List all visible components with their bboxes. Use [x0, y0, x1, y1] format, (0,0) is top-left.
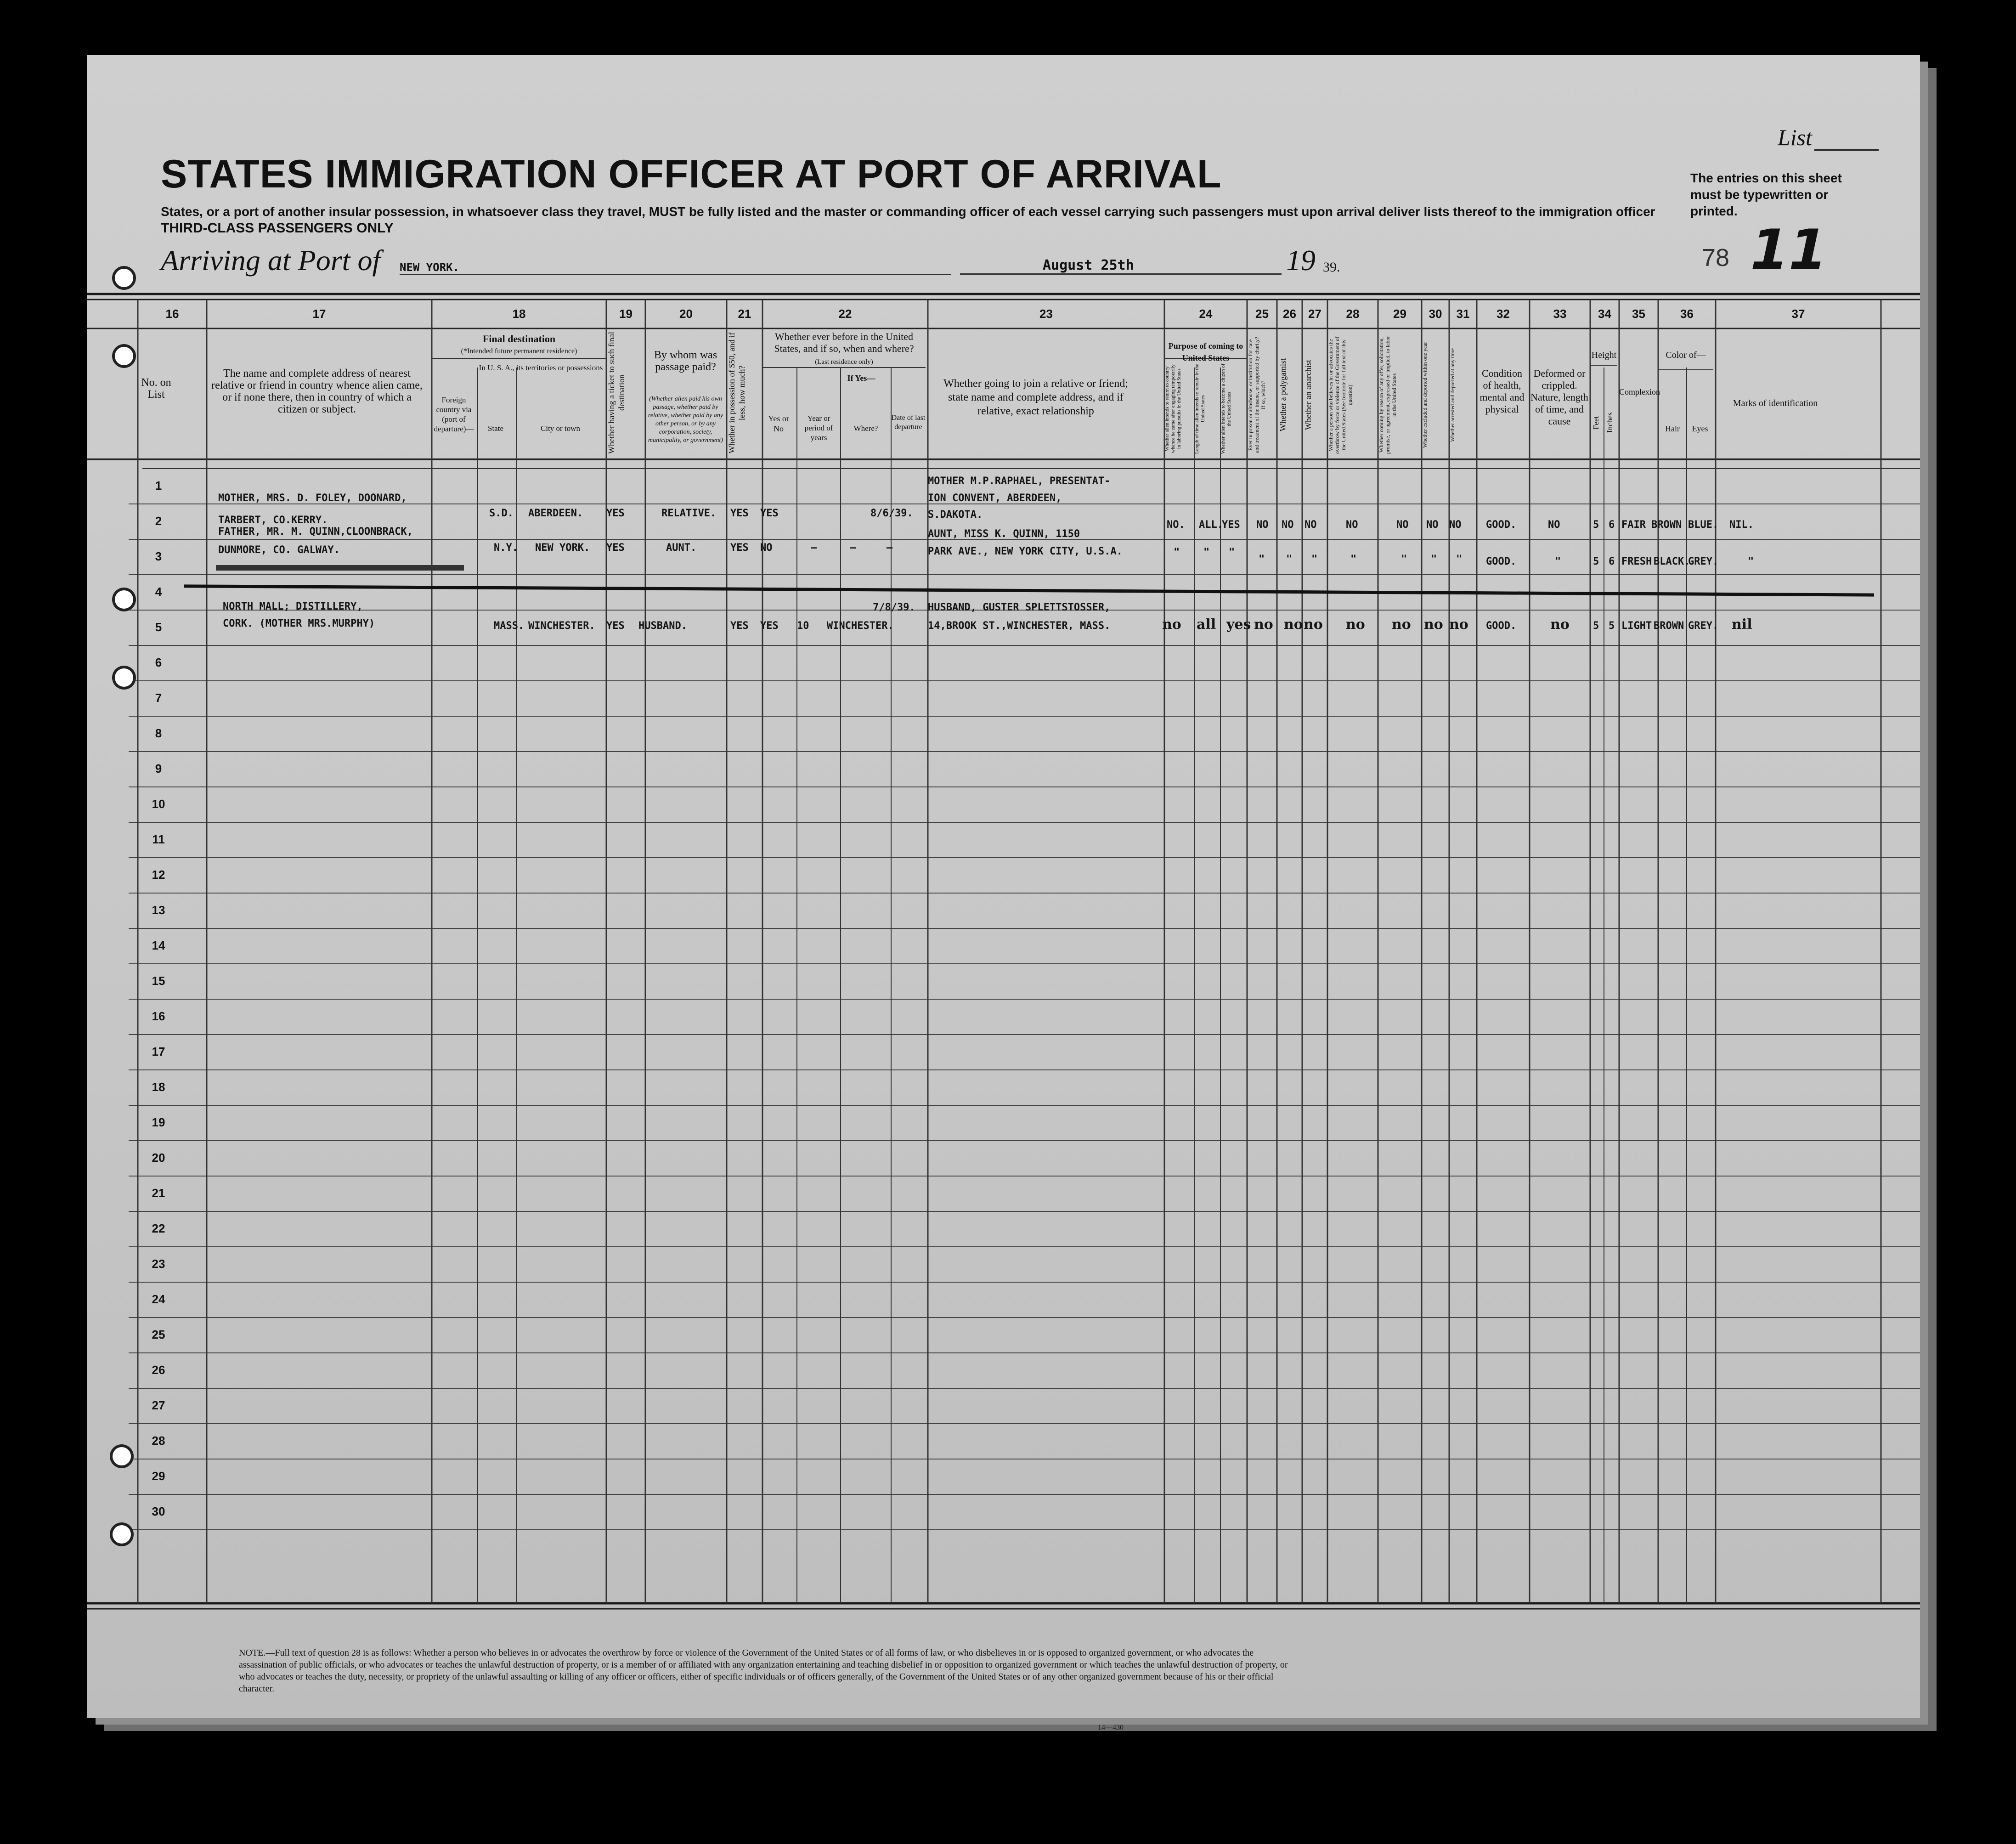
column-number: 25	[1255, 307, 1269, 321]
row4-deformed: no	[1550, 617, 1570, 633]
row2-ditto-return: "	[1174, 547, 1180, 558]
row-number: 25	[152, 1328, 165, 1341]
col-header-color-of: Color of—	[1666, 350, 1706, 360]
row-number: 3	[155, 549, 162, 563]
row2-ditto-deformed: "	[1555, 556, 1561, 567]
page-title: STATES IMMIGRATION OFFICER AT PORT OF ARRIVAL	[161, 152, 1222, 196]
col-header-length-of-stay: Length of time alien intends to remain in the United States	[1194, 363, 1206, 454]
row-number: 21	[152, 1186, 165, 1200]
col-header-marks: Marks of identification	[1733, 398, 1818, 408]
row1-length: ALL.	[1199, 519, 1223, 531]
column-number: 26	[1283, 307, 1296, 321]
row1-join-line3: S.DAKOTA.	[928, 509, 983, 520]
row-number: 15	[152, 974, 165, 988]
row-number: 14	[152, 939, 165, 952]
column-number: 21	[738, 307, 751, 321]
list-number-stamp: 78	[1702, 244, 1730, 272]
col-header-overthrow: Whether a person who believes in or advocates the overthrow by force or violence of the Government of the United States (See footnote for full text of this question)	[1327, 336, 1353, 454]
binder-hole	[113, 1447, 131, 1465]
row2-date-dash: –	[887, 542, 893, 554]
row4-prison: no	[1254, 617, 1273, 633]
col-header-complexion: Complexion	[1619, 387, 1660, 396]
row2-money: YES	[730, 542, 749, 554]
row4-return: no	[1162, 617, 1181, 633]
row4-where: WINCHESTER.	[827, 620, 894, 632]
row1-marks: NIL.	[1729, 519, 1754, 531]
row2-where-dash: –	[850, 542, 856, 554]
row4-citizen: yes	[1226, 617, 1251, 633]
column-number: 37	[1791, 307, 1805, 321]
row4-length: all	[1197, 617, 1216, 633]
row1-passage-paid: RELATIVE.	[661, 508, 717, 519]
col-header-in-usa: In U. S. A., its territories or possessions	[479, 363, 603, 372]
row1-deformed: NO	[1548, 519, 1560, 531]
row1-join-line2: ION CONVENT, ABERDEEN,	[928, 492, 1062, 504]
row1-before: YES	[760, 508, 779, 519]
row4-arrested: no	[1449, 617, 1468, 633]
row2-health: GOOD.	[1486, 556, 1517, 567]
row4-ticket: YES	[606, 620, 625, 632]
col-header-passage-paid: By whom was passage paid?	[654, 349, 717, 373]
row-number: 1	[155, 479, 162, 492]
row2-hair: BLACK.	[1654, 556, 1690, 567]
col-header-state: State	[488, 424, 503, 433]
row1-overthrow: NO	[1346, 519, 1358, 531]
col-header-city: City or town	[541, 424, 580, 433]
row2-relative-line2: DUNMORE, CO. GALWAY.	[218, 544, 340, 556]
row-number: 22	[152, 1222, 165, 1235]
row1-excluded: NO	[1426, 519, 1439, 531]
column-number: 36	[1680, 307, 1694, 321]
col-header-final-destination-sub: (*Intended future permanent residence)	[461, 347, 577, 355]
row-number: 26	[152, 1363, 165, 1377]
row4-passage-paid: HUSBAND.	[638, 620, 687, 632]
row4-relative-line2: CORK. (MOTHER MRS.MURPHY)	[223, 618, 375, 629]
row1-labor: NO	[1396, 519, 1409, 531]
row2-relative-line1: FATHER, MR. M. QUINN,CLOONBRACK,	[218, 526, 413, 537]
col-header-eyes: Eyes	[1692, 424, 1708, 433]
col-header-money: Whether in possession of $50, and if less, how much?	[727, 332, 746, 453]
column-number: 29	[1393, 307, 1406, 321]
col-header-excluded: Whether excluded and deported within one year	[1422, 342, 1428, 448]
row-number: 30	[152, 1505, 165, 1518]
row1-money: YES	[730, 508, 749, 519]
row2-passage-paid: AUNT.	[666, 542, 697, 554]
col-header-year-or-period: Year or period of years	[804, 414, 833, 442]
row1-arrested: NO	[1449, 519, 1462, 531]
col-header-labor-offer: Whether coming by reason of any offer, solicitation, promise, or agreement, expressed or implied, to labor in the United States	[1378, 336, 1397, 454]
column-number: 23	[1039, 307, 1053, 321]
arriving-at-port-label: Arriving at Port of	[161, 244, 381, 277]
row1-return: NO.	[1167, 519, 1185, 531]
row-number: 8	[155, 726, 162, 740]
col-header-deformed: Deformed or crippled. Nature, length of time, and cause	[1530, 368, 1588, 427]
row2-ditto-excluded: "	[1431, 554, 1437, 565]
row2-join-line2: PARK AVE., NEW YORK CITY, U.S.A.	[928, 546, 1123, 557]
row-number: 13	[152, 903, 165, 917]
footnote-question-28: NOTE.—Full text of question 28 is as follows: Whether a person who believes in or advocates the overthrow by force or violence of the Government of the United States or of all forms of law, or who disbelieves in or is opposed to organized government, or who advocates the assassination of public officials, or who advocates or teaches the unlawful destruction of property, or is a member of or affiliated with any organization entertaining and teaching disbelief in or opposition to organized government or which teaches the unlawful destruction of property, or who advocates or teaches the duty, necessity, or propriety of the unlawful assaulting or killing of any officer or officers, either of specific individuals or of officers generally, of the Government of the United States or of any other organized government because of his or their official character.	[239, 1648, 1288, 1694]
row4-state: MASS.	[494, 620, 525, 632]
row4-overthrow: no	[1346, 617, 1365, 633]
row1-city: ABERDEEN.	[528, 508, 583, 519]
manifest-sheet	[87, 55, 1920, 1731]
form-number: 14—430	[1098, 1724, 1124, 1731]
binder-hole	[115, 590, 133, 609]
row2-year-dash: –	[811, 542, 817, 554]
row2-ditto-prison: "	[1259, 554, 1265, 565]
col-header-foreign-country: Foreign country via (port of departure)—	[434, 396, 474, 433]
row-number: 23	[152, 1257, 165, 1271]
row4-relative-line1: NORTH MALL; DISTILLERY,	[223, 601, 363, 612]
col-header-become-citizen: Whether alien intends to become a citizen of the United States	[1220, 363, 1232, 454]
row1-hair: BROWN	[1651, 519, 1682, 531]
row4-marks: nil	[1732, 617, 1752, 633]
row-number: 2	[155, 514, 162, 528]
row2-ditto-arrested: "	[1456, 554, 1463, 565]
row-number: 11	[152, 832, 165, 846]
row4-labor: no	[1392, 617, 1411, 633]
column-number: 20	[679, 307, 693, 321]
row-number: 28	[152, 1434, 165, 1448]
row4-money: YES	[730, 620, 749, 632]
row-number: 19	[152, 1115, 165, 1129]
row2-ditto-polygamist: "	[1286, 554, 1293, 565]
binder-hole	[115, 668, 133, 687]
row2-ditto-anarchist: "	[1311, 554, 1318, 565]
col-header-where: Where?	[853, 424, 878, 433]
row-number: 17	[152, 1045, 165, 1058]
row-number: 24	[152, 1292, 165, 1306]
row4-eyes: GREY.	[1688, 620, 1719, 632]
col-header-inches: Inches	[1605, 412, 1614, 433]
col-header-feet: Feet	[1592, 416, 1600, 430]
row-number: 27	[152, 1398, 165, 1412]
row4-complexion: LIGHT	[1621, 620, 1652, 632]
sheet-number-handwritten: 11	[1743, 218, 1834, 282]
col-header-height: Height	[1591, 350, 1617, 360]
col-header-purpose: Purpose of coming to United States	[1168, 341, 1243, 362]
row1-state: S.D.	[489, 508, 514, 519]
binder-hole	[115, 269, 133, 287]
column-number: 24	[1199, 307, 1213, 321]
column-number: 35	[1632, 307, 1645, 321]
col-header-polygamist: Whether a polygamist	[1278, 358, 1288, 432]
row-number: 29	[152, 1469, 165, 1483]
col-header-hair: Hair	[1665, 424, 1680, 433]
row4-years: 10	[797, 620, 809, 632]
row4-join-line2: 14,BROOK ST.,WINCHESTER, MASS.	[928, 620, 1111, 632]
row1-join-line1: MOTHER M.P.RAPHAEL, PRESENTAT-	[928, 475, 1111, 487]
list-label: List	[1777, 124, 1812, 150]
col-header-date-last-departure: Date of last departure	[891, 414, 926, 431]
col-header-prison: Ever in prison or almshouse, or institution for care and treatment of the insane, or supported by charity? If so, which?	[1247, 337, 1266, 453]
row1-anarchist: NO	[1304, 519, 1317, 531]
col-header-no-on-list: No. on List	[141, 377, 171, 401]
row1-prison: NO	[1256, 519, 1269, 531]
row2-before: NO	[760, 542, 773, 554]
row2-inches: 6	[1609, 556, 1615, 567]
row4-before: YES	[760, 620, 779, 632]
column-number: 22	[838, 307, 852, 321]
row4-hair: BROWN	[1654, 620, 1684, 632]
row1-citizen: YES	[1222, 519, 1240, 531]
manifest-grid	[87, 55, 1920, 1718]
column-number: 27	[1308, 307, 1321, 321]
row1-relative-line1: MOTHER, MRS. D. FOLEY, DOONARD,	[218, 492, 407, 504]
row1-feet: 5	[1593, 519, 1599, 531]
row4-join-line1: HUSBAND, GUSTER SPLETTSTOSSER,	[928, 602, 1111, 613]
row1-ticket: YES	[606, 508, 625, 519]
row-number: 4	[155, 585, 162, 599]
binder-hole	[113, 1525, 131, 1544]
passenger-class-label: THIRD-CLASS PASSENGERS ONLY	[161, 221, 394, 236]
row4-polygamist: no	[1284, 617, 1303, 633]
row1-relative-line2: TARBERT, CO.KERRY.	[218, 515, 328, 526]
row-number: 16	[152, 1009, 165, 1023]
col-header-going-to-join: Whether going to join a relative or friend; state name and complete address, and if relative, exact relationship	[943, 378, 1128, 417]
row4-feet: 5	[1593, 620, 1599, 632]
arrival-date: August 25th	[960, 257, 1282, 275]
header-instructions: States, or a port of another insular possession, in whatsoever class they travel, MUST be fully listed and the master or commanding officer of each vessel carrying such passengers must upon arrival deliver lists thereof to the immigration officer	[161, 204, 1655, 219]
row4-city: WINCHESTER.	[528, 620, 595, 632]
col-header-nearest-relative: The name and complete address of nearest relative or friend in country whence alien came, or if none there, then in country of which a citizen or subject.	[211, 368, 423, 415]
row1-last-departure: 8/6/39.	[870, 508, 913, 519]
row2-ditto-overthrow: "	[1350, 554, 1357, 565]
row-number: 6	[155, 656, 162, 669]
column-number: 28	[1346, 307, 1360, 321]
row-number: 5	[155, 620, 162, 634]
row2-state: N.Y.	[494, 542, 518, 554]
row2-complexion: FRESH	[1621, 556, 1652, 567]
column-number: 33	[1553, 307, 1567, 321]
row4-excluded: no	[1424, 617, 1443, 633]
row1-polygamist: NO	[1282, 519, 1294, 531]
row1-inches: 6	[1609, 519, 1615, 531]
row4-last-departure: 7/8/39.	[873, 602, 915, 613]
column-number: 17	[312, 307, 326, 321]
row-number: 20	[152, 1151, 165, 1165]
row2-join-line1: AUNT, MISS K. QUINN, 1150	[928, 528, 1080, 540]
column-number: 32	[1496, 307, 1510, 321]
col-header-ever-before-sub: (Last residence only)	[815, 358, 873, 366]
year-prefix: 19	[1286, 244, 1316, 277]
column-number: 16	[165, 307, 179, 321]
row4-anarchist: no	[1304, 617, 1323, 633]
port-name: NEW YORK.	[400, 261, 951, 275]
column-number: 30	[1429, 307, 1442, 321]
row1-complexion: FAIR	[1621, 519, 1646, 531]
row1-eyes: BLUE.	[1688, 519, 1719, 531]
typewritten-note: The entries on this sheet must be typewritten or printed.	[1690, 171, 1842, 218]
col-header-passage-paid-sub: (Whether alien paid his own passage, whether paid by relative, whether paid by any other person, or by any corporation, society, municipality, or government)	[648, 396, 723, 444]
row2-city: NEW YORK.	[535, 542, 590, 554]
col-header-ticket: Whether having a ticket to such final destination	[607, 332, 626, 454]
column-number: 34	[1598, 307, 1611, 321]
row2-eyes: GREY.	[1688, 556, 1719, 567]
col-header-health: Condition of health, mental and physical	[1480, 368, 1525, 415]
row2-strikethrough	[216, 565, 464, 571]
col-header-if-yes: If Yes—	[847, 373, 875, 383]
row-number: 7	[155, 691, 162, 705]
col-header-final-destination: Final destination	[482, 333, 556, 345]
col-header-ever-before-in-us: Whether ever before in the United States, and if so, when and where?	[774, 331, 914, 354]
row2-ditto-length: "	[1203, 547, 1210, 558]
year-suffix: 39.	[1323, 260, 1340, 275]
row4-inches: 5	[1609, 620, 1615, 632]
column-number: 31	[1456, 307, 1470, 321]
binder-hole	[115, 347, 133, 365]
col-header-yes-or-no: Yes or No	[768, 414, 789, 433]
row2-ditto-labor: "	[1401, 554, 1407, 565]
col-header-return-intent: Whether alien intends to return to country whence he came after engaging temporarily in laboring pursuits in the United States	[1164, 364, 1182, 453]
row1-health: GOOD.	[1486, 519, 1517, 531]
row2-feet: 5	[1593, 556, 1599, 567]
row2-ditto-citizen: "	[1229, 547, 1235, 558]
row-number: 18	[152, 1080, 165, 1094]
col-header-arrested: Whether arrested and deported at any time	[1449, 348, 1456, 442]
row2-ticket: YES	[606, 542, 625, 554]
column-number: 19	[619, 307, 632, 321]
column-number: 18	[512, 307, 526, 321]
col-header-anarchist: Whether an anarchist	[1304, 360, 1313, 430]
row-number: 12	[152, 868, 165, 882]
row-number: 10	[152, 797, 165, 811]
row4-health: GOOD.	[1486, 620, 1517, 632]
row2-ditto-marks: "	[1748, 556, 1754, 567]
row-number: 9	[155, 762, 162, 775]
